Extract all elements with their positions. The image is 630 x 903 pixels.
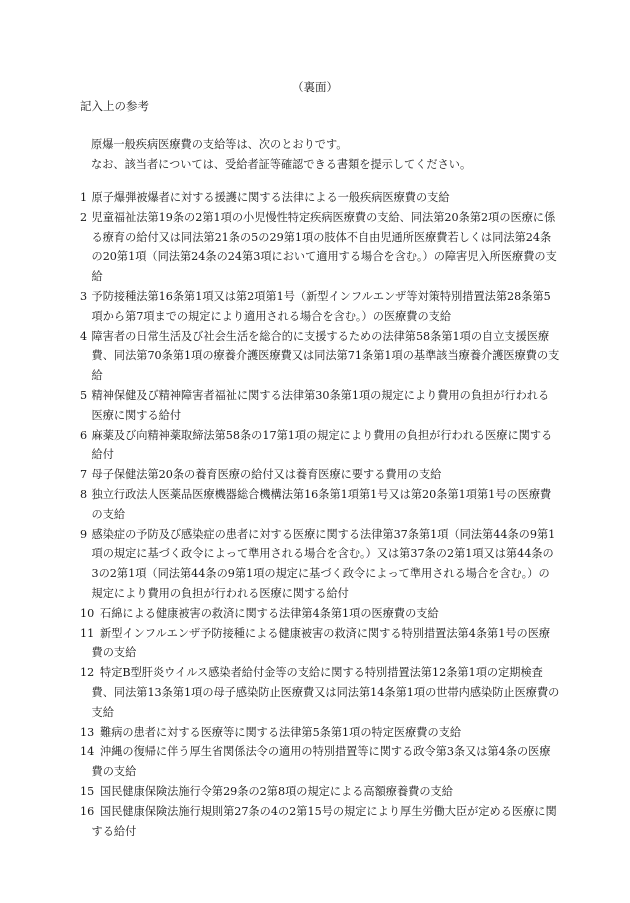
intro-paragraphs bbox=[80, 135, 560, 175]
item-number: 13 bbox=[80, 725, 95, 739]
list-item bbox=[80, 287, 560, 327]
item-text: 母子保健法第20条の養育医療の給付又は養育医療に要する費用の支給 bbox=[91, 468, 442, 482]
item-number: 7 bbox=[80, 468, 88, 482]
list-item bbox=[80, 386, 560, 426]
item-text: 新型インフルエンザ予防接種による健康被害の救済に関する特別措置法第4条第1号の医療費の支給 bbox=[91, 626, 551, 660]
item-text: 精神保健及び精神障害者福祉に関する法律第30条第1項の規定により費用の負担が行われる医療に関する給付 bbox=[91, 388, 550, 422]
list-item bbox=[80, 782, 560, 802]
intro-line: 原爆一般疾病医療費の支給等は、次のとおりです。 bbox=[91, 138, 348, 151]
item-number: 11 bbox=[80, 626, 95, 640]
benefit-list bbox=[80, 188, 560, 841]
page-side-label: （裏面） bbox=[292, 80, 338, 94]
item-text: 石綿による健康被害の救済に関する法律第4条第1項の医療費の支給 bbox=[100, 606, 439, 620]
item-number: 2 bbox=[80, 210, 88, 224]
intro-line: なお、該当者については、受給者証等確認できる書類を提示してください。 bbox=[91, 158, 472, 171]
list-item bbox=[80, 663, 560, 722]
item-text: 国民健康保険法施行規則第27条の4の2第15号の規定により厚生労働大臣が定める医療に関する給付 bbox=[91, 804, 557, 838]
item-number: 14 bbox=[80, 745, 95, 759]
item-number: 16 bbox=[80, 804, 95, 818]
item-text: 原子爆弾被爆者に対する援護に関する法律による一般疾病医療費の支給 bbox=[91, 191, 450, 204]
list-item bbox=[80, 624, 560, 664]
list-item bbox=[80, 208, 560, 287]
item-text: 麻薬及び向精神薬取締法第58条の17第1項の規定により費用の負担が行われる医療に関する給付 bbox=[91, 428, 553, 462]
item-text: 特定B型肝炎ウイルス感染者給付金等の支給に関する特別措置法第12条第1項の定期検査費、同法第13条第1項の母子感染防止医療費又は同法第14条第1項の世帯内感染防止医療費の支給 bbox=[91, 666, 560, 719]
list-item bbox=[80, 426, 560, 466]
list-item bbox=[80, 465, 560, 485]
list-item bbox=[80, 742, 560, 782]
item-text: 独立行政法人医薬品医療機器総合機構法第16条第1項第1号又は第20条第1項第1号の医療費の支給 bbox=[91, 487, 552, 521]
item-text: 予防接種法第16条第1項又は第2項第1号（新型インフルエンザ等対策特別措置法第28条第5項から第7項までの規定により適用される場合を含む。）の医療費の支給 bbox=[91, 289, 551, 323]
item-number: 5 bbox=[80, 388, 88, 402]
item-text: 感染症の予防及び感染症の患者に対する医療に関する法律第37条第1項（同法第44条の9第1項の規定に基づく政令によって準用される場合を含む。）又は第37条の2第1項又は第44条の3の2第1項（同法第44条の9第1項の規定に基づく政令によって準用される場合を含む。）の規定により費用の負担が行われる医療に関する給付 bbox=[91, 527, 556, 600]
list-item bbox=[80, 525, 560, 604]
item-number: 10 bbox=[80, 606, 95, 620]
item-text: 沖縄の復帰に伴う厚生省関係法令の適用の特別措置等に関する政令第3条又は第4条の医療費の支給 bbox=[91, 745, 551, 779]
list-item bbox=[80, 723, 560, 743]
item-number: 6 bbox=[80, 428, 88, 442]
list-item bbox=[80, 604, 560, 624]
list-item bbox=[80, 327, 560, 386]
item-text: 国民健康保険法施行令第29条の2第8項の規定による高額療養費の支給 bbox=[100, 784, 453, 798]
item-number: 4 bbox=[80, 329, 88, 343]
list-item bbox=[80, 802, 560, 842]
item-text: 難病の患者に対する医療等に関する法律第5条第1項の特定医療費の支給 bbox=[100, 725, 462, 739]
item-text: 障害者の日常生活及び社会生活を総合的に支援するための法律第58条第1項の自立支援医療費、同法第70条第1項の療養介護医療費又は同法第71条第1項の基準該当療養介護医療費の支給 bbox=[91, 329, 560, 383]
item-number: 12 bbox=[80, 666, 95, 680]
item-number: 8 bbox=[80, 487, 88, 501]
item-text: 児童福祉法第19条の2第1項の小児慢性特定疾病医療費の支給、同法第20条第2項の医療に係る療育の給付又は同法第21条の5の29第1項の肢体不自由児通所医療費若しくは同法第24条の20第1項（同法第24条の24第3項において適用する場合を含む。）の障害児入所医療費の支給 bbox=[91, 210, 557, 284]
item-number: 1 bbox=[80, 191, 88, 204]
list-item bbox=[80, 485, 560, 525]
list-item bbox=[80, 188, 560, 208]
item-number: 9 bbox=[80, 527, 88, 541]
item-number: 3 bbox=[80, 289, 88, 303]
item-number: 15 bbox=[80, 784, 95, 798]
section-heading: 記入上の参考 bbox=[80, 99, 149, 113]
